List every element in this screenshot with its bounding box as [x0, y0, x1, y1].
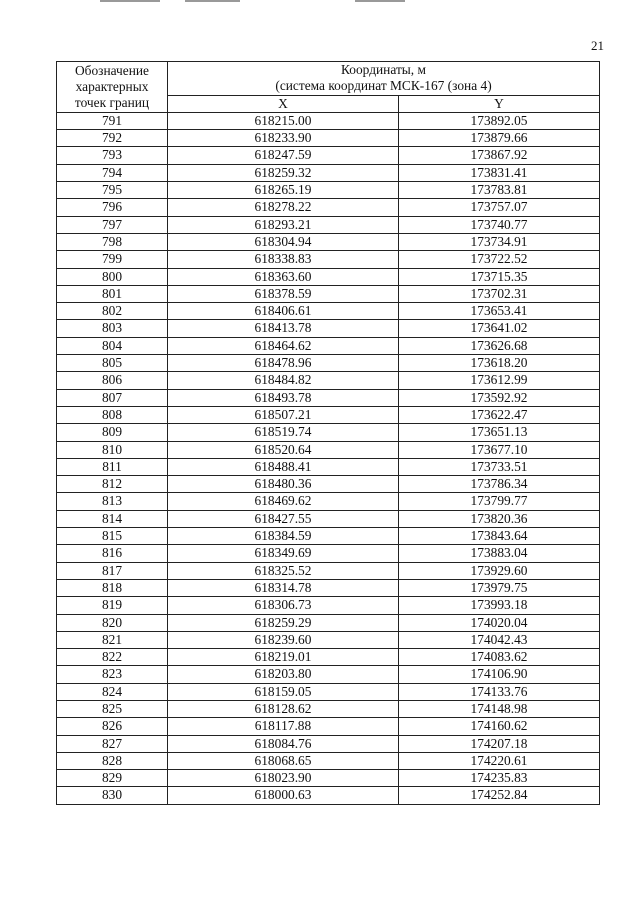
x-coordinate-cell: 618480.36: [168, 476, 399, 493]
x-coordinate-cell: 618520.64: [168, 441, 399, 458]
point-id-cell: 812: [57, 476, 168, 493]
point-id-cell: 817: [57, 562, 168, 579]
point-id-cell: 807: [57, 389, 168, 406]
point-id-cell: 821: [57, 631, 168, 648]
table-row: [57, 614, 600, 631]
table-row: [57, 579, 600, 596]
y-coordinate-cell: 173653.41: [399, 303, 600, 320]
table-row: [57, 320, 600, 337]
x-coordinate-cell: 618000.63: [168, 787, 399, 804]
y-coordinate-cell: 173892.05: [399, 112, 600, 129]
table-row: [57, 389, 600, 406]
y-coordinate-cell: 173883.04: [399, 545, 600, 562]
table-row: [57, 458, 600, 475]
y-coordinate-cell: 174106.90: [399, 666, 600, 683]
table-row: [57, 337, 600, 354]
table-row: [57, 562, 600, 579]
x-coordinate-cell: 618203.80: [168, 666, 399, 683]
table-row: [57, 130, 600, 147]
coordinates-table: [56, 61, 600, 805]
table-row: [57, 182, 600, 199]
table-row: [57, 631, 600, 648]
y-coordinate-cell: 174235.83: [399, 770, 600, 787]
y-coordinate-cell: 173715.35: [399, 268, 600, 285]
x-coordinate-cell: 618519.74: [168, 424, 399, 441]
table-row: [57, 268, 600, 285]
y-coordinate-cell: 174252.84: [399, 787, 600, 804]
x-coordinate-cell: 618349.69: [168, 545, 399, 562]
point-id-cell: 792: [57, 130, 168, 147]
x-coordinate-cell: 618325.52: [168, 562, 399, 579]
point-id-cell: 798: [57, 233, 168, 250]
point-id-cell: 822: [57, 649, 168, 666]
table-row: [57, 666, 600, 683]
y-coordinate-cell: 173733.51: [399, 458, 600, 475]
y-coordinate-cell: 173799.77: [399, 493, 600, 510]
x-coordinate-cell: 618247.59: [168, 147, 399, 164]
table-row: [57, 406, 600, 423]
y-coordinate-cell: 173831.41: [399, 164, 600, 181]
y-coordinate-cell: 173757.07: [399, 199, 600, 216]
x-coordinate-cell: 618384.59: [168, 528, 399, 545]
x-coordinate-cell: 618219.01: [168, 649, 399, 666]
page-number: 21: [591, 38, 604, 53]
point-id-cell: 818: [57, 579, 168, 596]
y-coordinate-cell: 173734.91: [399, 233, 600, 250]
coordinates-table-body: [57, 112, 600, 804]
point-id-cell: 795: [57, 182, 168, 199]
table-row: [57, 251, 600, 268]
designation-header: [57, 62, 168, 113]
x-coordinate-cell: 618469.62: [168, 493, 399, 510]
y-coordinate-cell: 173651.13: [399, 424, 600, 441]
point-id-cell: 814: [57, 510, 168, 527]
point-id-cell: 827: [57, 735, 168, 752]
table-row: [57, 787, 600, 804]
point-id-cell: 791: [57, 112, 168, 129]
x-coordinate-cell: 618478.96: [168, 355, 399, 372]
designation-header-line: точек границ: [74, 95, 150, 111]
coordinates-system: (система координат МСК-167 (зона 4): [275, 78, 492, 94]
x-coordinate-cell: 618378.59: [168, 285, 399, 302]
y-coordinate-cell: 174020.04: [399, 614, 600, 631]
point-id-cell: 804: [57, 337, 168, 354]
table-row: [57, 597, 600, 614]
y-coordinate-cell: 173622.47: [399, 406, 600, 423]
table-row: [57, 112, 600, 129]
x-coordinate-cell: 618259.29: [168, 614, 399, 631]
point-id-cell: 808: [57, 406, 168, 423]
y-coordinate-cell: 173722.52: [399, 251, 600, 268]
x-coordinate-cell: 618265.19: [168, 182, 399, 199]
x-coordinate-cell: 618215.00: [168, 112, 399, 129]
x-coordinate-cell: 618464.62: [168, 337, 399, 354]
y-coordinate-cell: 173740.77: [399, 216, 600, 233]
point-id-cell: 823: [57, 666, 168, 683]
point-id-cell: 810: [57, 441, 168, 458]
y-coordinate-cell: 173879.66: [399, 130, 600, 147]
coordinates-header: [168, 62, 600, 96]
y-coordinate-cell: 173618.20: [399, 355, 600, 372]
point-id-cell: 824: [57, 683, 168, 700]
table-row: [57, 545, 600, 562]
point-id-cell: 815: [57, 528, 168, 545]
table-row: [57, 441, 600, 458]
table-row: [57, 649, 600, 666]
x-coordinate-cell: 618293.21: [168, 216, 399, 233]
table-row: [57, 528, 600, 545]
y-coordinate-cell: 173867.92: [399, 147, 600, 164]
point-id-cell: 806: [57, 372, 168, 389]
x-coordinate-cell: 618233.90: [168, 130, 399, 147]
point-id-cell: 813: [57, 493, 168, 510]
scan-mark: [185, 0, 240, 2]
table-row: [57, 683, 600, 700]
y-coordinate-cell: 173820.36: [399, 510, 600, 527]
table-row: [57, 372, 600, 389]
point-id-cell: 826: [57, 718, 168, 735]
table-row: [57, 233, 600, 250]
y-coordinate-cell: 173993.18: [399, 597, 600, 614]
x-coordinate-cell: 618304.94: [168, 233, 399, 250]
y-coordinate-cell: 173702.31: [399, 285, 600, 302]
y-coordinate-cell: 174220.61: [399, 752, 600, 769]
x-column-header: X: [168, 95, 399, 112]
point-id-cell: 793: [57, 147, 168, 164]
point-id-cell: 805: [57, 355, 168, 372]
table-row: [57, 493, 600, 510]
table-row: [57, 303, 600, 320]
y-coordinate-cell: 174160.62: [399, 718, 600, 735]
point-id-cell: 802: [57, 303, 168, 320]
x-coordinate-cell: 618488.41: [168, 458, 399, 475]
point-id-cell: 820: [57, 614, 168, 631]
table-row: [57, 476, 600, 493]
point-id-cell: 825: [57, 700, 168, 717]
table-row: [57, 147, 600, 164]
coordinates-title: Координаты, м: [341, 62, 426, 77]
y-coordinate-cell: 173783.81: [399, 182, 600, 199]
x-coordinate-cell: 618159.05: [168, 683, 399, 700]
y-coordinate-cell: 174148.98: [399, 700, 600, 717]
point-id-cell: 794: [57, 164, 168, 181]
x-coordinate-cell: 618128.62: [168, 700, 399, 717]
x-coordinate-cell: 618338.83: [168, 251, 399, 268]
table-row: [57, 735, 600, 752]
x-coordinate-cell: 618084.76: [168, 735, 399, 752]
x-coordinate-cell: 618306.73: [168, 597, 399, 614]
y-coordinate-cell: 174042.43: [399, 631, 600, 648]
point-id-cell: 799: [57, 251, 168, 268]
table-row: [57, 510, 600, 527]
table-row: [57, 355, 600, 372]
x-coordinate-cell: 618363.60: [168, 268, 399, 285]
x-coordinate-cell: 618259.32: [168, 164, 399, 181]
y-coordinate-cell: 173641.02: [399, 320, 600, 337]
x-coordinate-cell: 618406.61: [168, 303, 399, 320]
x-coordinate-cell: 618117.88: [168, 718, 399, 735]
x-coordinate-cell: 618507.21: [168, 406, 399, 423]
point-id-cell: 796: [57, 199, 168, 216]
point-id-cell: 830: [57, 787, 168, 804]
table-row: [57, 199, 600, 216]
x-coordinate-cell: 618427.55: [168, 510, 399, 527]
y-coordinate-cell: 174083.62: [399, 649, 600, 666]
table-row: [57, 718, 600, 735]
y-coordinate-cell: 173592.92: [399, 389, 600, 406]
y-coordinate-cell: 173677.10: [399, 441, 600, 458]
scan-mark: [100, 0, 160, 2]
point-id-cell: 811: [57, 458, 168, 475]
x-coordinate-cell: 618239.60: [168, 631, 399, 648]
scan-mark: [355, 0, 405, 2]
x-coordinate-cell: 618484.82: [168, 372, 399, 389]
point-id-cell: 797: [57, 216, 168, 233]
y-column-header: Y: [399, 95, 600, 112]
x-coordinate-cell: 618278.22: [168, 199, 399, 216]
x-coordinate-cell: 618068.65: [168, 752, 399, 769]
point-id-cell: 800: [57, 268, 168, 285]
y-coordinate-cell: 173843.64: [399, 528, 600, 545]
y-coordinate-cell: 173979.75: [399, 579, 600, 596]
point-id-cell: 803: [57, 320, 168, 337]
point-id-cell: 816: [57, 545, 168, 562]
table-row: [57, 700, 600, 717]
y-coordinate-cell: 174207.18: [399, 735, 600, 752]
point-id-cell: 801: [57, 285, 168, 302]
x-coordinate-cell: 618023.90: [168, 770, 399, 787]
y-coordinate-cell: 173786.34: [399, 476, 600, 493]
table-row: [57, 770, 600, 787]
point-id-cell: 809: [57, 424, 168, 441]
table-row: [57, 164, 600, 181]
y-coordinate-cell: 173626.68: [399, 337, 600, 354]
point-id-cell: 829: [57, 770, 168, 787]
designation-header-line: характерных: [75, 78, 149, 94]
designation-header-line: Обозначение: [75, 62, 149, 78]
x-coordinate-cell: 618413.78: [168, 320, 399, 337]
y-coordinate-cell: 173929.60: [399, 562, 600, 579]
y-coordinate-cell: 173612.99: [399, 372, 600, 389]
table-row: [57, 285, 600, 302]
x-coordinate-cell: 618493.78: [168, 389, 399, 406]
x-coordinate-cell: 618314.78: [168, 579, 399, 596]
scan-top-edge: [0, 0, 640, 4]
point-id-cell: 819: [57, 597, 168, 614]
point-id-cell: 828: [57, 752, 168, 769]
table-row: [57, 752, 600, 769]
y-coordinate-cell: 174133.76: [399, 683, 600, 700]
table-row: [57, 216, 600, 233]
table-row: [57, 424, 600, 441]
